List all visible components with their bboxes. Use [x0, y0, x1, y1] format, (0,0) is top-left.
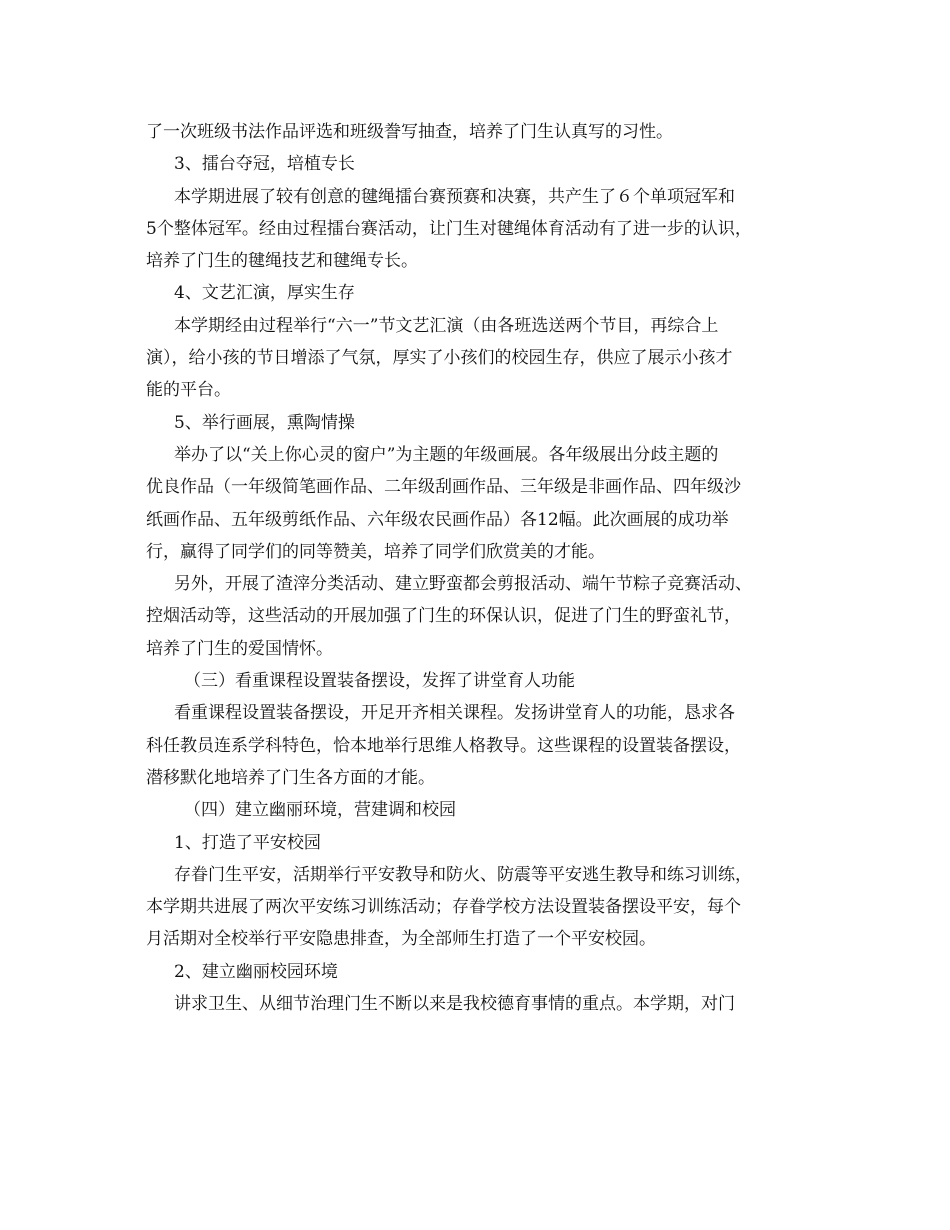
- text-line: 存眷门生平安，活期举行平安教导和防火、防震等平安逃生教导和练习训练，: [174, 864, 752, 885]
- text-line: 本学期共进展了两次平安练习训练活动；存眷学校方法设置装备摆设平安，每个: [146, 897, 741, 918]
- text-line: 纸画作品、五年级剪纸作品、六年级农民画作品）各12幅。此次画展的成功举: [146, 509, 729, 530]
- text-line: 能的平台。: [146, 380, 231, 401]
- document-body: [146, 116, 816, 1020]
- text-line: 本学期进展了较有创意的毽绳擂台赛预赛和决赛，共产生了６个单项冠军和: [174, 186, 735, 207]
- section-heading: 2、建立幽丽校园环境: [174, 961, 338, 982]
- text-line: 讲求卫生、从细节治理门生不断以来是我校德育事情的重点。本学期，对门: [174, 994, 735, 1015]
- section-heading: 5、举行画展，熏陶情操: [174, 412, 355, 433]
- text-line: 看重课程设置装备摆设，开足开齐相关课程。发扬讲堂育人的功能，恳求各: [174, 703, 735, 724]
- text-line: 培养了门生的毽绳技艺和毽绳专长。: [146, 251, 418, 272]
- text-line: 另外，开展了渣滓分类活动、建立野蛮都会剪报活动、端午节粽子竞赛活动、: [174, 574, 752, 595]
- section-heading: （四）建立幽丽环境，营建调和校园: [184, 800, 456, 821]
- text-line: 本学期经由过程举行“六一”节文艺汇演（由各班选送两个节目，再综合上: [174, 315, 719, 336]
- text-line: 举办了以“关上你心灵的窗户”为主题的年级画展。各年级展出分歧主题的: [174, 444, 719, 465]
- text-line: 优良作品（一年级简笔画作品、二年级刮画作品、三年级是非画作品、四年级沙: [146, 477, 741, 498]
- text-line: 控烟活动等，这些活动的开展加强了门生的环保认识，促进了门生的野蛮礼节，: [146, 606, 741, 627]
- section-heading: 3、擂台夺冠，培植专长: [174, 154, 355, 175]
- text-line: 5个整体冠军。经由过程擂台赛活动，让门生对毽绳体育活动有了进一步的认识，: [146, 218, 752, 239]
- text-line: 培养了门生的爱国情怀。: [146, 638, 333, 659]
- text-line: 潜移默化地培养了门生各方面的才能。: [146, 767, 435, 788]
- text-line: 月活期对全校举行平安隐患排查，为全部师生打造了一个平安校园。: [146, 929, 656, 950]
- section-heading: 1、打造了平安校园: [174, 832, 321, 853]
- section-heading: （三）看重课程设置装备摆设，发挥了讲堂育人功能: [184, 671, 575, 692]
- section-heading: 4、文艺汇演，厚实生存: [174, 283, 355, 304]
- text-line: 了一次班级书法作品评选和班级誊写抽查，培养了门生认真写的习性。: [146, 122, 673, 142]
- text-line: 科任教员连系学科特色，恰本地举行思维人格教导。这些课程的设置装备摆设，: [146, 735, 741, 756]
- text-line: 演），给小孩的节日增添了气氛，厚实了小孩们的校园生存，供应了展示小孩才: [146, 348, 733, 369]
- text-line: 行，赢得了同学们的同等赞美，培养了同学们欣赏美的才能。: [146, 541, 605, 562]
